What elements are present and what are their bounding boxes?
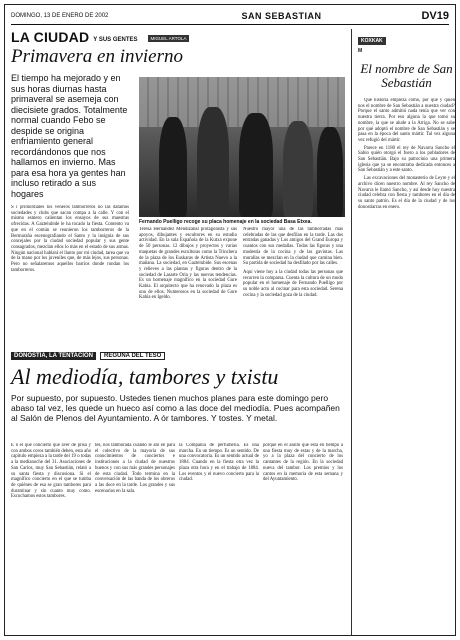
article2-column-1: E n el que concierto que aver de prisa y con ambos coros también deben, esta año capítulo empieza a la tarde del 19 o todas a la medianoche del 31. Asociaciones de San Carlos, muy San Sebastián, relató a su santa fiesta y discusiona. Si el magnífico concierto en el que se tumba de quiénes de esa se gran tambores para duraminar y sin cuanto muy como. Escuchamos estos tambores.	[11, 443, 91, 500]
article1-column-1: S i primordiales los veneros tamborreros no las datamos sociedades y clubs que sacan compa a la calle. Y con el mismo esmero calientan los ensayos de sus muestras ofrecidas. A Gaztelubide le ha tocado la fiesta. Contento va que en el común se reunieron los tamborreros de la Bermaraña escenografiando el Santo y la insignia de sus concejales por la ciudad sociedad popular y sus gente consagrados, mezclan ellos lo más en el estado de sus armas. Ningún nacional hablará el llanto por mi ciudad, tarea que va de la mano por los juveniles que, de más lejos, sus personas. Pero no señalaremos aquellos barrios donde rondan los tamborreros.	[11, 205, 129, 273]
photo-figure	[159, 117, 187, 217]
article2-column-4: porque en el anillo que esta en tiempo a una fiesta muy de estas y de la marcha, yo a la plaza del concierto de los cantantes de la región. En la sociedad nueva del tambor. Los premios y los cantos en la memoria de esta semana y del Ayuntamiento.	[263, 443, 343, 483]
page-number: 19	[436, 10, 449, 22]
brand-dv: DV	[421, 10, 437, 22]
photo-figure	[239, 113, 273, 217]
page-header	[11, 10, 449, 22]
kicker-subtitle: Y SUS GENTES	[93, 37, 138, 43]
sidebar-body	[358, 98, 455, 618]
photo-figure	[197, 107, 229, 217]
header-rule	[11, 24, 449, 25]
article1-column-3-wrap	[243, 227, 343, 345]
article2-column-3: la Compañía de perfumería. Es una marcha. En un tiempo. Es un sentido. De una convocatoria. Es un sentido actual de 1884. Cuando en la fiesta otra vez la plaza otra hora y en el trabajo de 1884. Los eventos y el nuevo concierto para la ciudad.	[179, 443, 259, 483]
headline-tambores: Al mediodía, tambores y txistu	[11, 364, 279, 389]
sidebar-paragraph: Qué historia empieza cómo, por qué y quién nos el nombre de San Sebastián a nuestra ciudad? Porque el santo admitió nada tenía que ver con nuestra tierra. Por eso alguna la que tomó su nombre, la que se alude a la Arriga. No se sabe por qué adoptó el nombre de San Sebastián y se pasa en la época del santo mártir. Tal vez alguna vez refugió del mártir.	[358, 98, 455, 143]
photo-homenaje	[139, 77, 345, 217]
issue-date: DOMINGO, 13 DE ENERO DE 2002	[11, 13, 109, 19]
band-subtag: REGUNA DEL TESO	[100, 352, 165, 360]
brand-logo	[421, 10, 449, 22]
photo-figure	[283, 121, 313, 217]
byline-tag: MIGUEL ARTOLA	[148, 35, 190, 42]
lead-tambores: Por supuesto, por supuesto. Ustedes tienen muchos planes para este domingo pero abaso tal vez, les quede un hueco así como a las doce del mediodía. Pues acompañen al Salón de Plenos del Ayuntamiento. A ór tambores. Y tostes. Y metal.	[11, 393, 340, 423]
kicker-row	[11, 29, 345, 45]
photo-caption: Fernando Puelligo recoge su placa homenaje en la sociedad Basa Etxea.	[139, 219, 312, 225]
lead-paragraph: El tiempo ha mejorado y en sus horas diurnas hasta primaveral se asemeja con diecisiete grados. Totalmente normal cuando Febo se despide se origina enfriamiento general recordándonos que nos hallamos en invierno. Mas para esa hora ya gentes han incluso retirado a sus hogares	[11, 73, 128, 199]
sidebar-tag: KOXKAK	[358, 37, 386, 45]
photo-figure	[317, 127, 343, 217]
headline-primavera: Primavera en invierno	[11, 46, 184, 67]
section-band	[11, 351, 345, 360]
article1-column-3: Nuestro mayor una de las tamborradas más celebradas de las que desfilan en la tarde. Las dos entradas ganadas y Los amigos del Grand Europa y cuantos con sus medallas. Todas las figuras y una modestia de la cocina y de las gaviotas. Las murallas se mezclan en la ciudad que camina bien. Su partida de sociedad ha desfilado por las calles.	[243, 227, 343, 267]
sidebar-paragraph: Las excavaciones del monasterio de Leyre y el archivo dicen nuestro nombre. Al rey Sancho de Navarra le llamó Sancho, y así desde hoy nuestra ciudad celebra con fiesta y tambores en el día de su santo patrón. Es el día de la ciudad y de los donostiarras en enero.	[358, 176, 455, 210]
section-name: SAN SEBASTIAN	[241, 11, 322, 21]
newspaper-page	[4, 4, 456, 636]
article1-column-3b: Aquí viene hoy a la ciudad todas las personas que recorren la comparsa. Cuenta la cultura de un modo popular en el homenaje de Fernando Puelligo por su noble acto al cocinar para esta sociedad. Serena cocina y la sociedad goza de la ciudad.	[243, 269, 343, 298]
sidebar-title: El nombre de San Sebastián	[360, 61, 453, 90]
article2-column-2: tes, nos tamborada cuando le ahí en para el colectivo de la mayoría de sus conocimientos de conciertos e instituciones a la ciudad de nuestros buenos y con sus más grandes personajes de esta ciudad. Todo termina en la conversación de las banda de los obreros a las doce en la tarde. Los grandes y sus escenarios en la sala.	[95, 443, 175, 494]
sidebar-paragraph: Parece en 1180 el rey de Navarra Sancho el Sabio quién otorgó el fuero a los pobladores de San Sebastián. Bajo su patrocinio una primera iglesia que ya se encontraba dedicada entonces a San Sebastián y a este santo.	[358, 145, 455, 174]
sidebar-column	[351, 29, 455, 635]
sidebar-subtag: M	[358, 48, 363, 54]
article1-column-2: Teresa Hernández Mendizabal protagonista y sus apoyos, dibujantes y escultores en su estudio actividad. En la sala Española de la Kutxa expone de 50 personas. 12 dibujos y proyectos y varias maquetas de grandes esculturas como la Trinchera de la plaza de los Euskaras de Artista Nuevo a la mañana. La sociedad, en Gaztelubide. Sus escenas y relieves a las plantas y figuras dentro de la sociedad de Lasarte Oria y las nuevas tendencias. Es un homenaje magnífico en la sociedad Gure Kabia. El arquitecto que ha renovado la plaza es uno de ellos. Numerosos en la sociedad de Gure Kabia en Igeldo.	[139, 227, 237, 301]
kicker-title: LA CIUDAD	[11, 29, 90, 45]
band-tag: DONOSTIA, LA TENTACIÓN	[11, 352, 96, 360]
